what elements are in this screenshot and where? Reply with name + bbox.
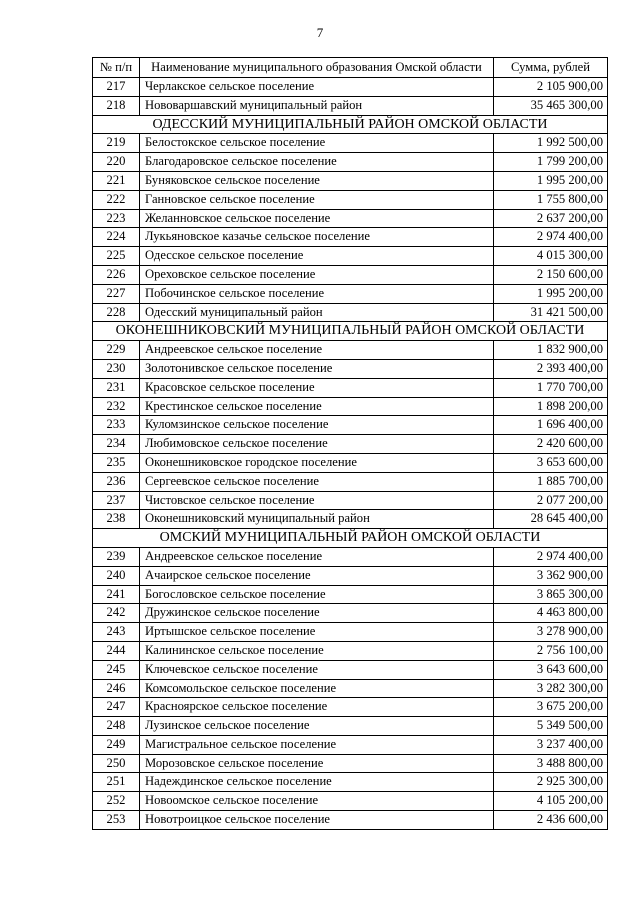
table-row [93, 416, 608, 435]
amount: 35 465 300,00 [494, 96, 608, 115]
amount: 2 150 600,00 [494, 265, 608, 284]
amount: 3 675 200,00 [494, 698, 608, 717]
row-number: 244 [93, 641, 140, 660]
amount: 1 696 400,00 [494, 416, 608, 435]
section-row [93, 529, 608, 548]
municipality-name: Нововаршавский муниципальный район [140, 96, 494, 115]
municipality-name: Благодаровское сельское поселение [140, 153, 494, 172]
row-number: 228 [93, 303, 140, 322]
municipality-name: Морозовское сельское поселение [140, 754, 494, 773]
amount: 28 645 400,00 [494, 510, 608, 529]
table-row [93, 435, 608, 454]
row-number: 221 [93, 171, 140, 190]
amount: 3 643 600,00 [494, 660, 608, 679]
table-row [93, 134, 608, 153]
municipality-name: Красноярское сельское поселение [140, 698, 494, 717]
amount: 1 755 800,00 [494, 190, 608, 209]
row-number: 230 [93, 359, 140, 378]
table-row [93, 153, 608, 172]
row-number: 243 [93, 623, 140, 642]
table-row [93, 566, 608, 585]
section-title: ОКОНЕШНИКОВСКИЙ МУНИЦИПАЛЬНЫЙ РАЙОН ОМСКОЙ ОБЛАСТИ [93, 322, 608, 341]
municipality-name: Желанновское сельское поселение [140, 209, 494, 228]
row-number: 246 [93, 679, 140, 698]
row-number: 220 [93, 153, 140, 172]
amount: 3 488 800,00 [494, 754, 608, 773]
row-number: 240 [93, 566, 140, 585]
municipality-name: Золотонивское сельское поселение [140, 359, 494, 378]
row-number: 223 [93, 209, 140, 228]
amount: 2 436 600,00 [494, 811, 608, 830]
row-number: 249 [93, 735, 140, 754]
amount: 3 237 400,00 [494, 735, 608, 754]
table-row [93, 547, 608, 566]
table-row [93, 284, 608, 303]
table-row [93, 773, 608, 792]
row-number: 247 [93, 698, 140, 717]
row-number: 218 [93, 96, 140, 115]
row-number: 233 [93, 416, 140, 435]
row-number: 225 [93, 247, 140, 266]
section-row [93, 322, 608, 341]
amount: 4 463 800,00 [494, 604, 608, 623]
row-number: 248 [93, 717, 140, 736]
amount: 2 756 100,00 [494, 641, 608, 660]
amount: 3 865 300,00 [494, 585, 608, 604]
amount: 3 653 600,00 [494, 453, 608, 472]
table-row [93, 641, 608, 660]
table-row [93, 679, 608, 698]
municipality-name: Комсомольское сельское поселение [140, 679, 494, 698]
amount: 2 925 300,00 [494, 773, 608, 792]
row-number: 253 [93, 811, 140, 830]
section-row [93, 115, 608, 134]
table-row [93, 359, 608, 378]
table-row [93, 378, 608, 397]
column-header-name: Наименование муниципального образования Омской области [140, 58, 494, 78]
page-number: 7 [316, 25, 324, 40]
amount: 3 278 900,00 [494, 623, 608, 642]
municipality-name: Оконешниковский муниципальный район [140, 510, 494, 529]
table-row [93, 209, 608, 228]
municipality-name: Лузинское сельское поселение [140, 717, 494, 736]
municipality-name: Ключевское сельское поселение [140, 660, 494, 679]
municipality-name: Куломзинское сельское поселение [140, 416, 494, 435]
municipality-name: Новоомское сельское поселение [140, 792, 494, 811]
amount: 2 974 400,00 [494, 547, 608, 566]
amount: 1 832 900,00 [494, 341, 608, 360]
municipality-name: Любимовское сельское поселение [140, 435, 494, 454]
row-number: 250 [93, 754, 140, 773]
table-row [93, 585, 608, 604]
table-row [93, 698, 608, 717]
table-row [93, 78, 608, 97]
amount: 1 799 200,00 [494, 153, 608, 172]
amount: 3 362 900,00 [494, 566, 608, 585]
municipality-name: Буняковское сельское поселение [140, 171, 494, 190]
row-number: 231 [93, 378, 140, 397]
row-number: 234 [93, 435, 140, 454]
row-number: 241 [93, 585, 140, 604]
municipality-name: Ореховское сельское поселение [140, 265, 494, 284]
table-row [93, 491, 608, 510]
column-header-number: № п/п [93, 58, 140, 78]
municipality-name: Калининское сельское поселение [140, 641, 494, 660]
municipality-name: Надеждинское сельское поселение [140, 773, 494, 792]
row-number: 224 [93, 228, 140, 247]
row-number: 219 [93, 134, 140, 153]
row-number: 217 [93, 78, 140, 97]
table-row [93, 792, 608, 811]
municipality-name: Белостокское сельское поселение [140, 134, 494, 153]
amount: 4 015 300,00 [494, 247, 608, 266]
row-number: 227 [93, 284, 140, 303]
section-title: ОМСКИЙ МУНИЦИПАЛЬНЫЙ РАЙОН ОМСКОЙ ОБЛАСТИ [93, 529, 608, 548]
row-number: 252 [93, 792, 140, 811]
municipality-name: Ачаирское сельское поселение [140, 566, 494, 585]
municipality-name: Иртышское сельское поселение [140, 623, 494, 642]
table-row [93, 303, 608, 322]
amount: 1 995 200,00 [494, 171, 608, 190]
amount: 1 770 700,00 [494, 378, 608, 397]
table-row [93, 510, 608, 529]
table-row [93, 735, 608, 754]
amount: 1 995 200,00 [494, 284, 608, 303]
table-row [93, 247, 608, 266]
municipality-name: Дружинское сельское поселение [140, 604, 494, 623]
table-row [93, 341, 608, 360]
amount: 2 105 900,00 [494, 78, 608, 97]
row-number: 245 [93, 660, 140, 679]
row-number: 238 [93, 510, 140, 529]
table-row [93, 228, 608, 247]
table-row [93, 453, 608, 472]
amount: 2 637 200,00 [494, 209, 608, 228]
amount: 1 992 500,00 [494, 134, 608, 153]
table-row [93, 96, 608, 115]
row-number: 235 [93, 453, 140, 472]
budget-table [92, 57, 608, 830]
municipality-name: Лукьяновское казачье сельское поселение [140, 228, 494, 247]
municipality-name: Ганновское сельское поселение [140, 190, 494, 209]
row-number: 237 [93, 491, 140, 510]
amount: 2 393 400,00 [494, 359, 608, 378]
amount: 1 885 700,00 [494, 472, 608, 491]
table-row [93, 604, 608, 623]
amount: 3 282 300,00 [494, 679, 608, 698]
amount: 31 421 500,00 [494, 303, 608, 322]
row-number: 229 [93, 341, 140, 360]
table-row [93, 811, 608, 830]
table-row [93, 190, 608, 209]
row-number: 222 [93, 190, 140, 209]
row-number: 232 [93, 397, 140, 416]
table-row [93, 171, 608, 190]
row-number: 239 [93, 547, 140, 566]
row-number: 242 [93, 604, 140, 623]
column-header-sum: Сумма, рублей [494, 58, 608, 78]
amount: 1 898 200,00 [494, 397, 608, 416]
row-number: 236 [93, 472, 140, 491]
table-row [93, 660, 608, 679]
municipality-name: Побочинское сельское поселение [140, 284, 494, 303]
municipality-name: Магистральное сельское поселение [140, 735, 494, 754]
table-row [93, 717, 608, 736]
municipality-name: Андреевское сельское поселение [140, 547, 494, 566]
table-row [93, 472, 608, 491]
amount: 2 420 600,00 [494, 435, 608, 454]
municipality-name: Крестинское сельское поселение [140, 397, 494, 416]
row-number: 226 [93, 265, 140, 284]
municipality-name: Красовское сельское поселение [140, 378, 494, 397]
municipality-name: Одесский муниципальный район [140, 303, 494, 322]
amount: 2 077 200,00 [494, 491, 608, 510]
municipality-name: Чистовское сельское поселение [140, 491, 494, 510]
table-row [93, 397, 608, 416]
municipality-name: Оконешниковское городское поселение [140, 453, 494, 472]
table-body [93, 78, 608, 830]
table-row [93, 754, 608, 773]
amount: 4 105 200,00 [494, 792, 608, 811]
municipality-name: Андреевское сельское поселение [140, 341, 494, 360]
amount: 5 349 500,00 [494, 717, 608, 736]
municipality-name: Черлакское сельское поселение [140, 78, 494, 97]
municipality-name: Одесское сельское поселение [140, 247, 494, 266]
municipality-name: Богословское сельское поселение [140, 585, 494, 604]
municipality-name: Сергеевское сельское поселение [140, 472, 494, 491]
table-header-row [93, 58, 608, 78]
table-row [93, 623, 608, 642]
table-row [93, 265, 608, 284]
section-title: ОДЕССКИЙ МУНИЦИПАЛЬНЫЙ РАЙОН ОМСКОЙ ОБЛАСТИ [93, 115, 608, 134]
municipality-name: Новотроицкое сельское поселение [140, 811, 494, 830]
amount: 2 974 400,00 [494, 228, 608, 247]
row-number: 251 [93, 773, 140, 792]
